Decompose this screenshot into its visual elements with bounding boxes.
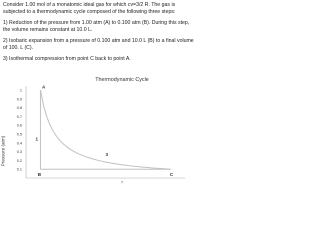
cycle-step-3-curve <box>40 90 170 169</box>
y-tick-label: 0.5 <box>16 132 22 137</box>
step-label-3: 3 <box>105 152 109 158</box>
y-tick-label: 0.8 <box>16 106 22 111</box>
y-tick-label: 0.2 <box>16 158 22 163</box>
problem-intro-text: Consider 1.00 mol of a monatomic ideal gas for which cv=3/2 R. The gas is subjected to a thermodynamic cycle composed of the following three steps: <box>3 2 176 15</box>
chart-title: Thermodynamic Cycle <box>95 77 149 83</box>
y-tick-label: 0.1 <box>16 167 22 172</box>
y-axis-label: Pressure (atm) <box>0 135 6 167</box>
problem-step-1: 1) Reduction of the pressure from 1.00 atm (A) to 0.100 atm (B). During this step, the volume remains constant at 10.0 L. <box>3 20 190 33</box>
plot-area <box>17 85 185 185</box>
problem-step-2: 2) Isobaric expansion from a pressure of 0.100 atm and 10.0 L (B) to a final volume of 100. L (C). <box>3 38 194 51</box>
y-tick-label: 0.4 <box>16 141 22 146</box>
y-tick-label: 0.7 <box>16 114 22 119</box>
thermodynamic-cycle-chart <box>0 0 200 184</box>
x-tick-label: ? <box>120 179 124 184</box>
point-label-c: C <box>169 172 174 178</box>
point-label-b: B <box>37 172 42 178</box>
y-tick-label: 0.6 <box>16 123 22 128</box>
y-tick-label: 0.9 <box>16 97 22 102</box>
problem-step-3: 3) Isothermal compression from point C back to point A. <box>3 56 131 62</box>
step-label-1: 1 <box>35 136 39 142</box>
point-label-a: A <box>41 84 46 90</box>
y-tick-label: 0.3 <box>16 150 22 155</box>
y-tick-label: 1 <box>19 88 22 93</box>
